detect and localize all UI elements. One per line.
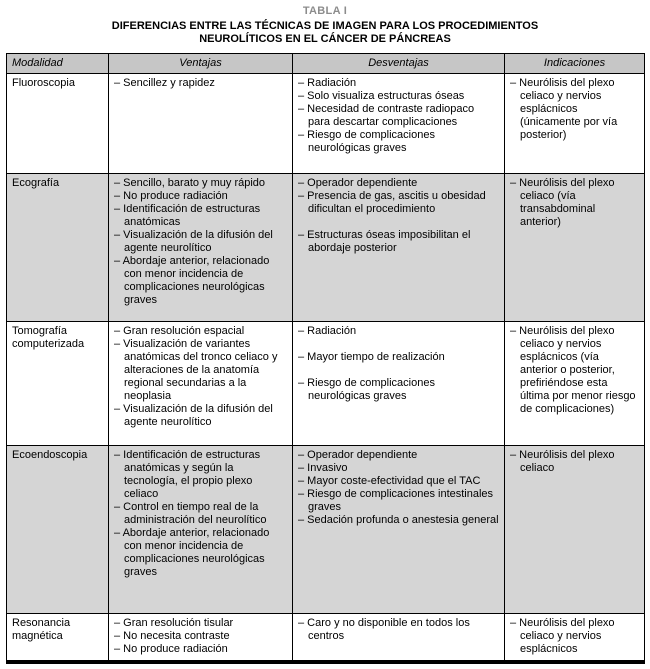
list-item: – Neurólisis del plexo celiaco y nervios esplácnicos (vía anterior o posterior, prefiriéndose esta última por menor riesgo de complicaciones) bbox=[510, 325, 636, 415]
column-header-indicaciones: Indicaciones bbox=[505, 54, 645, 74]
desventajas-cell bbox=[293, 614, 505, 663]
ventajas-list bbox=[114, 325, 287, 429]
list-item: – Riesgo de complicaciones intestinales graves bbox=[298, 488, 494, 513]
table-row-ecografia bbox=[7, 174, 645, 322]
column-header-ventajas: Ventajas bbox=[109, 54, 293, 74]
list-item: – Mayor coste-efectividad que el TAC bbox=[298, 475, 481, 487]
desventajas-cell bbox=[293, 446, 505, 614]
list-item: – No produce radiación bbox=[114, 190, 228, 202]
indicaciones-cell bbox=[505, 174, 645, 322]
list-item: – Neurólisis del plexo celiaco y nervios esplácnicos bbox=[510, 617, 615, 655]
list-item: – Radiación bbox=[298, 325, 357, 337]
indicaciones-list bbox=[510, 177, 639, 229]
list-item: – Presencia de gas, ascitis u obesidad dificultan el procedimiento bbox=[298, 190, 486, 215]
list-item: – Gran resolución espacial bbox=[114, 325, 245, 337]
list-item: – Neurólisis del plexo celiaco y nervios esplácnicos (únicamente por vía posterior) bbox=[510, 77, 618, 141]
desventajas-list bbox=[298, 177, 499, 255]
indicaciones-cell bbox=[505, 614, 645, 663]
list-item: – Mayor tiempo de realización bbox=[298, 351, 445, 363]
indicaciones-list bbox=[510, 77, 639, 142]
desventajas-list bbox=[298, 325, 499, 403]
table-row-ecoendoscopia bbox=[7, 446, 645, 614]
header-row bbox=[7, 54, 645, 74]
column-header-modalidad: Modalidad bbox=[7, 54, 109, 74]
list-item: – Necesidad de contraste radiopaco para descartar complicaciones bbox=[298, 103, 475, 128]
indicaciones-cell bbox=[505, 446, 645, 614]
indicaciones-cell bbox=[505, 322, 645, 446]
ventajas-list bbox=[114, 617, 287, 656]
ventajas-list bbox=[114, 77, 287, 90]
ventajas-cell bbox=[109, 614, 293, 663]
list-item: – Sedación profunda o anestesia general bbox=[298, 514, 499, 526]
desventajas-list bbox=[298, 449, 499, 527]
table-title-line1: DIFERENCIAS ENTRE LAS TÉCNICAS DE IMAGEN PARA LOS PROCEDIMIENTOS bbox=[111, 20, 539, 32]
modality-cell: Ecoendoscopia bbox=[7, 446, 109, 614]
table-row-fluoroscopia bbox=[7, 74, 645, 174]
list-item: – Operador dependiente bbox=[298, 177, 418, 189]
modality-cell: Resonancia magnética bbox=[7, 614, 109, 663]
list-item: – Riesgo de complicaciones neurológicas graves bbox=[298, 377, 435, 402]
list-item: – Operador dependiente bbox=[298, 449, 418, 461]
list-item: – Neurólisis del plexo celiaco bbox=[510, 449, 615, 474]
list-item: – Gran resolución tisular bbox=[114, 617, 234, 629]
desventajas-cell bbox=[293, 174, 505, 322]
table-row-tomografia bbox=[7, 322, 645, 446]
ventajas-cell bbox=[109, 174, 293, 322]
ventajas-list bbox=[114, 177, 287, 307]
list-item: – No produce radiación bbox=[114, 643, 228, 655]
list-item: – Visualización de variantes anatómicas del tronco celiaco y alteraciones de la anatomía regional secundarias a la neoplasia bbox=[114, 338, 278, 402]
modality-cell: Tomografía computerizada bbox=[7, 322, 109, 446]
column-header-desventajas: Desventajas bbox=[293, 54, 505, 74]
list-item: – Riesgo de complicaciones neurológicas graves bbox=[298, 129, 435, 154]
comparison-table bbox=[6, 53, 645, 664]
list-item: – Neurólisis del plexo celiaco (vía transabdominal anterior) bbox=[510, 177, 615, 228]
indicaciones-list bbox=[510, 617, 639, 656]
list-item: – Invasivo bbox=[298, 462, 348, 474]
table-label: TABLA I bbox=[302, 5, 348, 17]
list-item: – Visualización de la difusión del agente neurolítico bbox=[114, 403, 273, 428]
indicaciones-list bbox=[510, 449, 639, 475]
ventajas-cell bbox=[109, 74, 293, 174]
list-item: – No necesita contraste bbox=[114, 630, 230, 642]
list-item: – Identificación de estructuras anatómicas y según la tecnología, el propio plexo celiaco bbox=[114, 449, 261, 500]
list-item: – Sencillo, barato y muy rápido bbox=[114, 177, 266, 189]
table-title-line2: NEUROLÍTICOS EN EL CÁNCER DE PÁNCREAS bbox=[199, 33, 451, 45]
desventajas-list bbox=[298, 77, 499, 155]
list-item: – Estructuras óseas imposibilitan el abordaje posterior bbox=[298, 229, 471, 254]
list-item: – Caro y no disponible en todos los centros bbox=[298, 617, 470, 642]
ventajas-list bbox=[114, 449, 287, 579]
modality-cell: Fluoroscopia bbox=[7, 74, 109, 174]
desventajas-cell bbox=[293, 74, 505, 174]
ventajas-cell bbox=[109, 446, 293, 614]
list-item: – Radiación bbox=[298, 77, 357, 89]
list-item: – Solo visualiza estructuras óseas bbox=[298, 90, 465, 102]
desventajas-cell bbox=[293, 322, 505, 446]
indicaciones-cell bbox=[505, 74, 645, 174]
table-row-resonancia bbox=[7, 614, 645, 663]
list-item: – Abordaje anterior, relacionado con menor incidencia de complicaciones neurológicas graves bbox=[114, 255, 270, 306]
modality-cell: Ecografía bbox=[7, 174, 109, 322]
indicaciones-list bbox=[510, 325, 639, 416]
list-item: – Control en tiempo real de la administración del neurolítico bbox=[114, 501, 267, 526]
desventajas-list bbox=[298, 617, 499, 643]
list-item: – Sencillez y rapidez bbox=[114, 77, 215, 89]
table-caption bbox=[6, 5, 644, 46]
list-item: – Identificación de estructuras anatómicas bbox=[114, 203, 261, 228]
ventajas-cell bbox=[109, 322, 293, 446]
list-item: – Abordaje anterior, relacionado con menor incidencia de complicaciones neurológicas graves bbox=[114, 527, 270, 578]
table-title bbox=[6, 20, 644, 46]
list-item: – Visualización de la difusión del agente neurolítico bbox=[114, 229, 273, 254]
